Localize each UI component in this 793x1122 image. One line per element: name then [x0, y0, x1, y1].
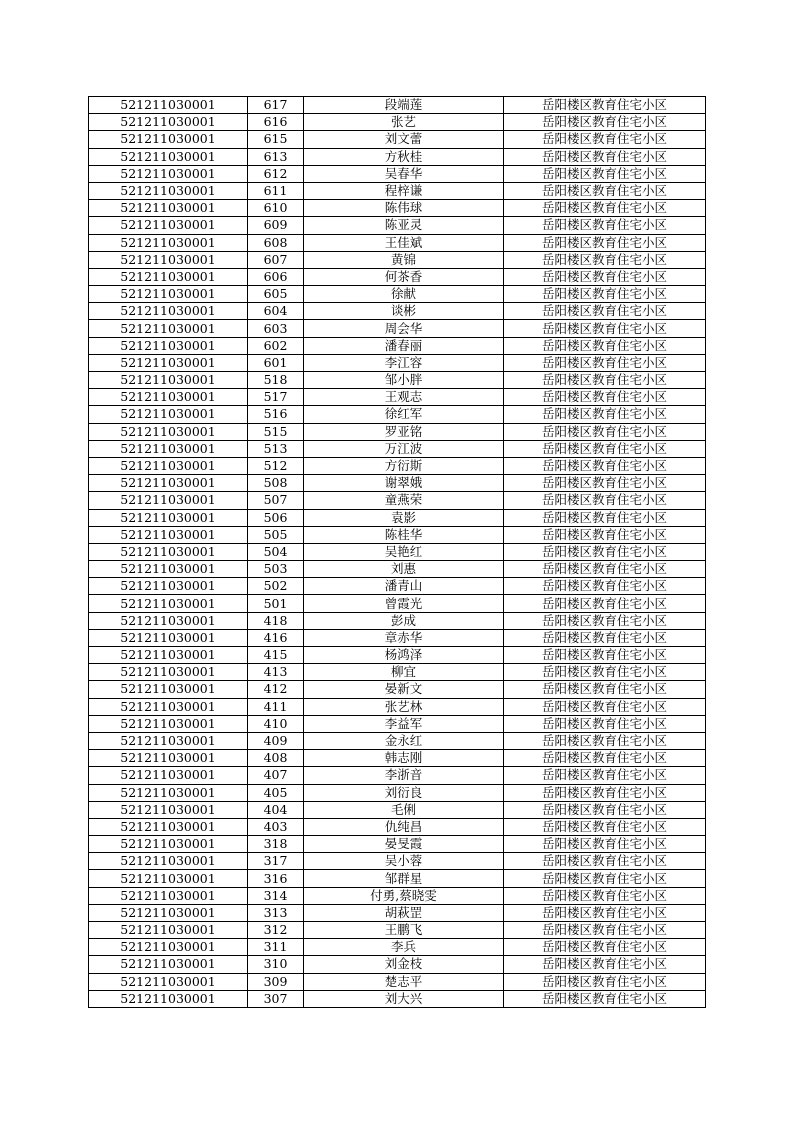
cell-name: 李江容	[304, 354, 504, 371]
cell-unit: 415	[248, 647, 304, 664]
table-row	[89, 853, 706, 870]
table-row	[89, 389, 706, 406]
cell-name: 张艺	[304, 114, 504, 131]
cell-unit: 608	[248, 234, 304, 251]
cell-address: 岳阳楼区教育住宅小区	[504, 217, 706, 234]
cell-name: 李浙音	[304, 767, 504, 784]
cell-name: 付勇,蔡晓雯	[304, 887, 504, 904]
table-row	[89, 922, 706, 939]
table-row	[89, 234, 706, 251]
cell-address: 岳阳楼区教育住宅小区	[504, 922, 706, 939]
cell-unit: 501	[248, 595, 304, 612]
cell-name: 王佳斌	[304, 234, 504, 251]
cell-address: 岳阳楼区教育住宅小区	[504, 389, 706, 406]
cell-code: 521211030001	[89, 801, 248, 818]
table-row	[89, 681, 706, 698]
table-row	[89, 698, 706, 715]
cell-address: 岳阳楼区教育住宅小区	[504, 337, 706, 354]
cell-code: 521211030001	[89, 836, 248, 853]
cell-code: 521211030001	[89, 629, 248, 646]
cell-code: 521211030001	[89, 286, 248, 303]
cell-code: 521211030001	[89, 990, 248, 1007]
cell-address: 岳阳楼区教育住宅小区	[504, 664, 706, 681]
cell-name: 胡萩罡	[304, 904, 504, 921]
cell-code: 521211030001	[89, 457, 248, 474]
cell-unit: 503	[248, 561, 304, 578]
cell-address: 岳阳楼区教育住宅小区	[504, 818, 706, 835]
cell-code: 521211030001	[89, 956, 248, 973]
cell-code: 521211030001	[89, 939, 248, 956]
cell-unit: 507	[248, 492, 304, 509]
cell-name: 潘春丽	[304, 337, 504, 354]
table-row	[89, 887, 706, 904]
cell-unit: 602	[248, 337, 304, 354]
cell-code: 521211030001	[89, 217, 248, 234]
cell-unit: 309	[248, 973, 304, 990]
cell-name: 仇纯昌	[304, 818, 504, 835]
table-row	[89, 182, 706, 199]
cell-name: 段端莲	[304, 97, 504, 114]
table-row	[89, 372, 706, 389]
cell-code: 521211030001	[89, 526, 248, 543]
cell-name: 何茶香	[304, 268, 504, 285]
cell-unit: 504	[248, 543, 304, 560]
cell-unit: 416	[248, 629, 304, 646]
cell-address: 岳阳楼区教育住宅小区	[504, 492, 706, 509]
cell-unit: 408	[248, 750, 304, 767]
table-row	[89, 148, 706, 165]
cell-name: 李兵	[304, 939, 504, 956]
cell-code: 521211030001	[89, 320, 248, 337]
cell-address: 岳阳楼区教育住宅小区	[504, 423, 706, 440]
cell-address: 岳阳楼区教育住宅小区	[504, 234, 706, 251]
cell-unit: 615	[248, 131, 304, 148]
table-row	[89, 595, 706, 612]
cell-code: 521211030001	[89, 182, 248, 199]
cell-address: 岳阳楼区教育住宅小区	[504, 939, 706, 956]
table-row	[89, 629, 706, 646]
cell-unit: 601	[248, 354, 304, 371]
cell-name: 陈桂华	[304, 526, 504, 543]
cell-unit: 613	[248, 148, 304, 165]
cell-address: 岳阳楼区教育住宅小区	[504, 681, 706, 698]
cell-name: 陈亚灵	[304, 217, 504, 234]
table-row	[89, 836, 706, 853]
cell-code: 521211030001	[89, 595, 248, 612]
cell-code: 521211030001	[89, 165, 248, 182]
table-row	[89, 440, 706, 457]
cell-code: 521211030001	[89, 440, 248, 457]
cell-address: 岳阳楼区教育住宅小区	[504, 97, 706, 114]
cell-code: 521211030001	[89, 904, 248, 921]
cell-address: 岳阳楼区教育住宅小区	[504, 372, 706, 389]
table-row	[89, 165, 706, 182]
cell-unit: 405	[248, 784, 304, 801]
cell-name: 罗亚铭	[304, 423, 504, 440]
table-row	[89, 268, 706, 285]
table-row	[89, 818, 706, 835]
cell-unit: 517	[248, 389, 304, 406]
cell-code: 521211030001	[89, 268, 248, 285]
cell-name: 彭成	[304, 612, 504, 629]
cell-address: 岳阳楼区教育住宅小区	[504, 440, 706, 457]
cell-name: 晏新文	[304, 681, 504, 698]
cell-address: 岳阳楼区教育住宅小区	[504, 629, 706, 646]
cell-unit: 318	[248, 836, 304, 853]
cell-code: 521211030001	[89, 97, 248, 114]
cell-address: 岳阳楼区教育住宅小区	[504, 457, 706, 474]
table-row	[89, 870, 706, 887]
cell-unit: 412	[248, 681, 304, 698]
cell-name: 王观志	[304, 389, 504, 406]
cell-unit: 307	[248, 990, 304, 1007]
cell-name: 刘衍良	[304, 784, 504, 801]
cell-unit: 508	[248, 475, 304, 492]
cell-address: 岳阳楼区教育住宅小区	[504, 732, 706, 749]
cell-code: 521211030001	[89, 354, 248, 371]
cell-code: 521211030001	[89, 784, 248, 801]
cell-code: 521211030001	[89, 475, 248, 492]
table-row	[89, 990, 706, 1007]
cell-unit: 411	[248, 698, 304, 715]
cell-address: 岳阳楼区教育住宅小区	[504, 182, 706, 199]
table-row	[89, 492, 706, 509]
table-row	[89, 543, 706, 560]
cell-unit: 513	[248, 440, 304, 457]
table-row	[89, 612, 706, 629]
table-row	[89, 114, 706, 131]
cell-code: 521211030001	[89, 922, 248, 939]
cell-code: 521211030001	[89, 732, 248, 749]
cell-code: 521211030001	[89, 887, 248, 904]
cell-code: 521211030001	[89, 973, 248, 990]
cell-name: 吴春华	[304, 165, 504, 182]
cell-unit: 606	[248, 268, 304, 285]
table-row	[89, 561, 706, 578]
table-row	[89, 647, 706, 664]
table-row	[89, 131, 706, 148]
cell-name: 邹群星	[304, 870, 504, 887]
cell-address: 岳阳楼区教育住宅小区	[504, 543, 706, 560]
table-row	[89, 423, 706, 440]
cell-address: 岳阳楼区教育住宅小区	[504, 887, 706, 904]
table-row	[89, 801, 706, 818]
cell-address: 岳阳楼区教育住宅小区	[504, 870, 706, 887]
cell-code: 521211030001	[89, 715, 248, 732]
cell-code: 521211030001	[89, 870, 248, 887]
table-row	[89, 664, 706, 681]
cell-code: 521211030001	[89, 818, 248, 835]
cell-name: 程梓谦	[304, 182, 504, 199]
cell-name: 潘青山	[304, 578, 504, 595]
cell-code: 521211030001	[89, 303, 248, 320]
cell-code: 521211030001	[89, 406, 248, 423]
cell-unit: 506	[248, 509, 304, 526]
cell-address: 岳阳楼区教育住宅小区	[504, 767, 706, 784]
table-row	[89, 217, 706, 234]
cell-unit: 418	[248, 612, 304, 629]
cell-unit: 515	[248, 423, 304, 440]
cell-unit: 505	[248, 526, 304, 543]
cell-unit: 612	[248, 165, 304, 182]
cell-code: 521211030001	[89, 372, 248, 389]
cell-code: 521211030001	[89, 664, 248, 681]
cell-name: 吴艳红	[304, 543, 504, 560]
cell-unit: 407	[248, 767, 304, 784]
cell-code: 521211030001	[89, 578, 248, 595]
table-row	[89, 406, 706, 423]
cell-code: 521211030001	[89, 492, 248, 509]
table-row	[89, 457, 706, 474]
cell-unit: 410	[248, 715, 304, 732]
cell-address: 岳阳楼区教育住宅小区	[504, 853, 706, 870]
cell-name: 王鹏飞	[304, 922, 504, 939]
cell-name: 韩志刚	[304, 750, 504, 767]
cell-unit: 403	[248, 818, 304, 835]
cell-unit: 605	[248, 286, 304, 303]
table-row	[89, 475, 706, 492]
cell-unit: 409	[248, 732, 304, 749]
cell-name: 谈彬	[304, 303, 504, 320]
cell-code: 521211030001	[89, 698, 248, 715]
cell-address: 岳阳楼区教育住宅小区	[504, 303, 706, 320]
cell-unit: 617	[248, 97, 304, 114]
cell-name: 徐献	[304, 286, 504, 303]
cell-name: 徐红军	[304, 406, 504, 423]
cell-name: 晏旻霞	[304, 836, 504, 853]
cell-address: 岳阳楼区教育住宅小区	[504, 200, 706, 217]
cell-address: 岳阳楼区教育住宅小区	[504, 251, 706, 268]
cell-unit: 607	[248, 251, 304, 268]
cell-code: 521211030001	[89, 389, 248, 406]
cell-address: 岳阳楼区教育住宅小区	[504, 698, 706, 715]
table-row	[89, 750, 706, 767]
cell-address: 岳阳楼区教育住宅小区	[504, 836, 706, 853]
cell-name: 楚志平	[304, 973, 504, 990]
table-row	[89, 578, 706, 595]
table-row	[89, 767, 706, 784]
cell-unit: 316	[248, 870, 304, 887]
cell-name: 刘惠	[304, 561, 504, 578]
cell-unit: 518	[248, 372, 304, 389]
table-row	[89, 320, 706, 337]
cell-code: 521211030001	[89, 423, 248, 440]
cell-code: 521211030001	[89, 200, 248, 217]
cell-name: 吴小蓉	[304, 853, 504, 870]
cell-code: 521211030001	[89, 561, 248, 578]
cell-unit: 502	[248, 578, 304, 595]
cell-address: 岳阳楼区教育住宅小区	[504, 320, 706, 337]
table-row	[89, 939, 706, 956]
table-row	[89, 303, 706, 320]
table-row	[89, 251, 706, 268]
cell-name: 袁影	[304, 509, 504, 526]
cell-code: 521211030001	[89, 131, 248, 148]
cell-address: 岳阳楼区教育住宅小区	[504, 578, 706, 595]
cell-unit: 512	[248, 457, 304, 474]
cell-code: 521211030001	[89, 509, 248, 526]
table-row	[89, 526, 706, 543]
cell-name: 曾霞光	[304, 595, 504, 612]
cell-code: 521211030001	[89, 114, 248, 131]
cell-address: 岳阳楼区教育住宅小区	[504, 561, 706, 578]
table-row	[89, 509, 706, 526]
cell-unit: 314	[248, 887, 304, 904]
cell-name: 毛俐	[304, 801, 504, 818]
cell-code: 521211030001	[89, 681, 248, 698]
cell-unit: 312	[248, 922, 304, 939]
cell-name: 金永红	[304, 732, 504, 749]
table-row	[89, 732, 706, 749]
table-row	[89, 200, 706, 217]
cell-name: 陈伟球	[304, 200, 504, 217]
cell-address: 岳阳楼区教育住宅小区	[504, 750, 706, 767]
cell-unit: 610	[248, 200, 304, 217]
table-row	[89, 97, 706, 114]
cell-code: 521211030001	[89, 234, 248, 251]
cell-address: 岳阳楼区教育住宅小区	[504, 612, 706, 629]
cell-name: 谢翠娥	[304, 475, 504, 492]
table-row	[89, 973, 706, 990]
cell-address: 岳阳楼区教育住宅小区	[504, 647, 706, 664]
cell-unit: 603	[248, 320, 304, 337]
cell-code: 521211030001	[89, 612, 248, 629]
cell-name: 杨鸿泽	[304, 647, 504, 664]
table-row	[89, 715, 706, 732]
cell-name: 李益军	[304, 715, 504, 732]
table-row	[89, 956, 706, 973]
cell-code: 521211030001	[89, 767, 248, 784]
cell-name: 柳宜	[304, 664, 504, 681]
cell-name: 方秋桂	[304, 148, 504, 165]
cell-address: 岳阳楼区教育住宅小区	[504, 784, 706, 801]
cell-unit: 604	[248, 303, 304, 320]
cell-name: 张艺林	[304, 698, 504, 715]
cell-address: 岳阳楼区教育住宅小区	[504, 475, 706, 492]
cell-name: 章赤华	[304, 629, 504, 646]
cell-name: 邹小胖	[304, 372, 504, 389]
cell-unit: 313	[248, 904, 304, 921]
cell-address: 岳阳楼区教育住宅小区	[504, 595, 706, 612]
cell-name: 万江波	[304, 440, 504, 457]
cell-address: 岳阳楼区教育住宅小区	[504, 406, 706, 423]
cell-address: 岳阳楼区教育住宅小区	[504, 715, 706, 732]
cell-address: 岳阳楼区教育住宅小区	[504, 114, 706, 131]
cell-address: 岳阳楼区教育住宅小区	[504, 801, 706, 818]
cell-code: 521211030001	[89, 853, 248, 870]
cell-name: 周会华	[304, 320, 504, 337]
cell-address: 岳阳楼区教育住宅小区	[504, 165, 706, 182]
records-table-body	[89, 97, 706, 1008]
records-table	[88, 96, 706, 1008]
cell-address: 岳阳楼区教育住宅小区	[504, 526, 706, 543]
cell-code: 521211030001	[89, 647, 248, 664]
table-row	[89, 904, 706, 921]
cell-name: 刘文蕾	[304, 131, 504, 148]
cell-code: 521211030001	[89, 337, 248, 354]
cell-name: 黄锦	[304, 251, 504, 268]
cell-name: 童燕荣	[304, 492, 504, 509]
cell-code: 521211030001	[89, 750, 248, 767]
cell-address: 岳阳楼区教育住宅小区	[504, 354, 706, 371]
cell-code: 521211030001	[89, 543, 248, 560]
cell-unit: 611	[248, 182, 304, 199]
cell-unit: 310	[248, 956, 304, 973]
cell-address: 岳阳楼区教育住宅小区	[504, 286, 706, 303]
cell-address: 岳阳楼区教育住宅小区	[504, 131, 706, 148]
cell-address: 岳阳楼区教育住宅小区	[504, 956, 706, 973]
table-row	[89, 337, 706, 354]
table-row	[89, 784, 706, 801]
cell-unit: 404	[248, 801, 304, 818]
table-row	[89, 354, 706, 371]
cell-address: 岳阳楼区教育住宅小区	[504, 973, 706, 990]
cell-name: 方衍斯	[304, 457, 504, 474]
cell-address: 岳阳楼区教育住宅小区	[504, 990, 706, 1007]
cell-unit: 317	[248, 853, 304, 870]
cell-unit: 413	[248, 664, 304, 681]
cell-code: 521211030001	[89, 148, 248, 165]
table-row	[89, 286, 706, 303]
cell-unit: 609	[248, 217, 304, 234]
cell-code: 521211030001	[89, 251, 248, 268]
cell-unit: 516	[248, 406, 304, 423]
cell-name: 刘大兴	[304, 990, 504, 1007]
cell-unit: 311	[248, 939, 304, 956]
cell-address: 岳阳楼区教育住宅小区	[504, 904, 706, 921]
cell-name: 刘金枝	[304, 956, 504, 973]
cell-unit: 616	[248, 114, 304, 131]
cell-address: 岳阳楼区教育住宅小区	[504, 509, 706, 526]
cell-address: 岳阳楼区教育住宅小区	[504, 268, 706, 285]
cell-address: 岳阳楼区教育住宅小区	[504, 148, 706, 165]
